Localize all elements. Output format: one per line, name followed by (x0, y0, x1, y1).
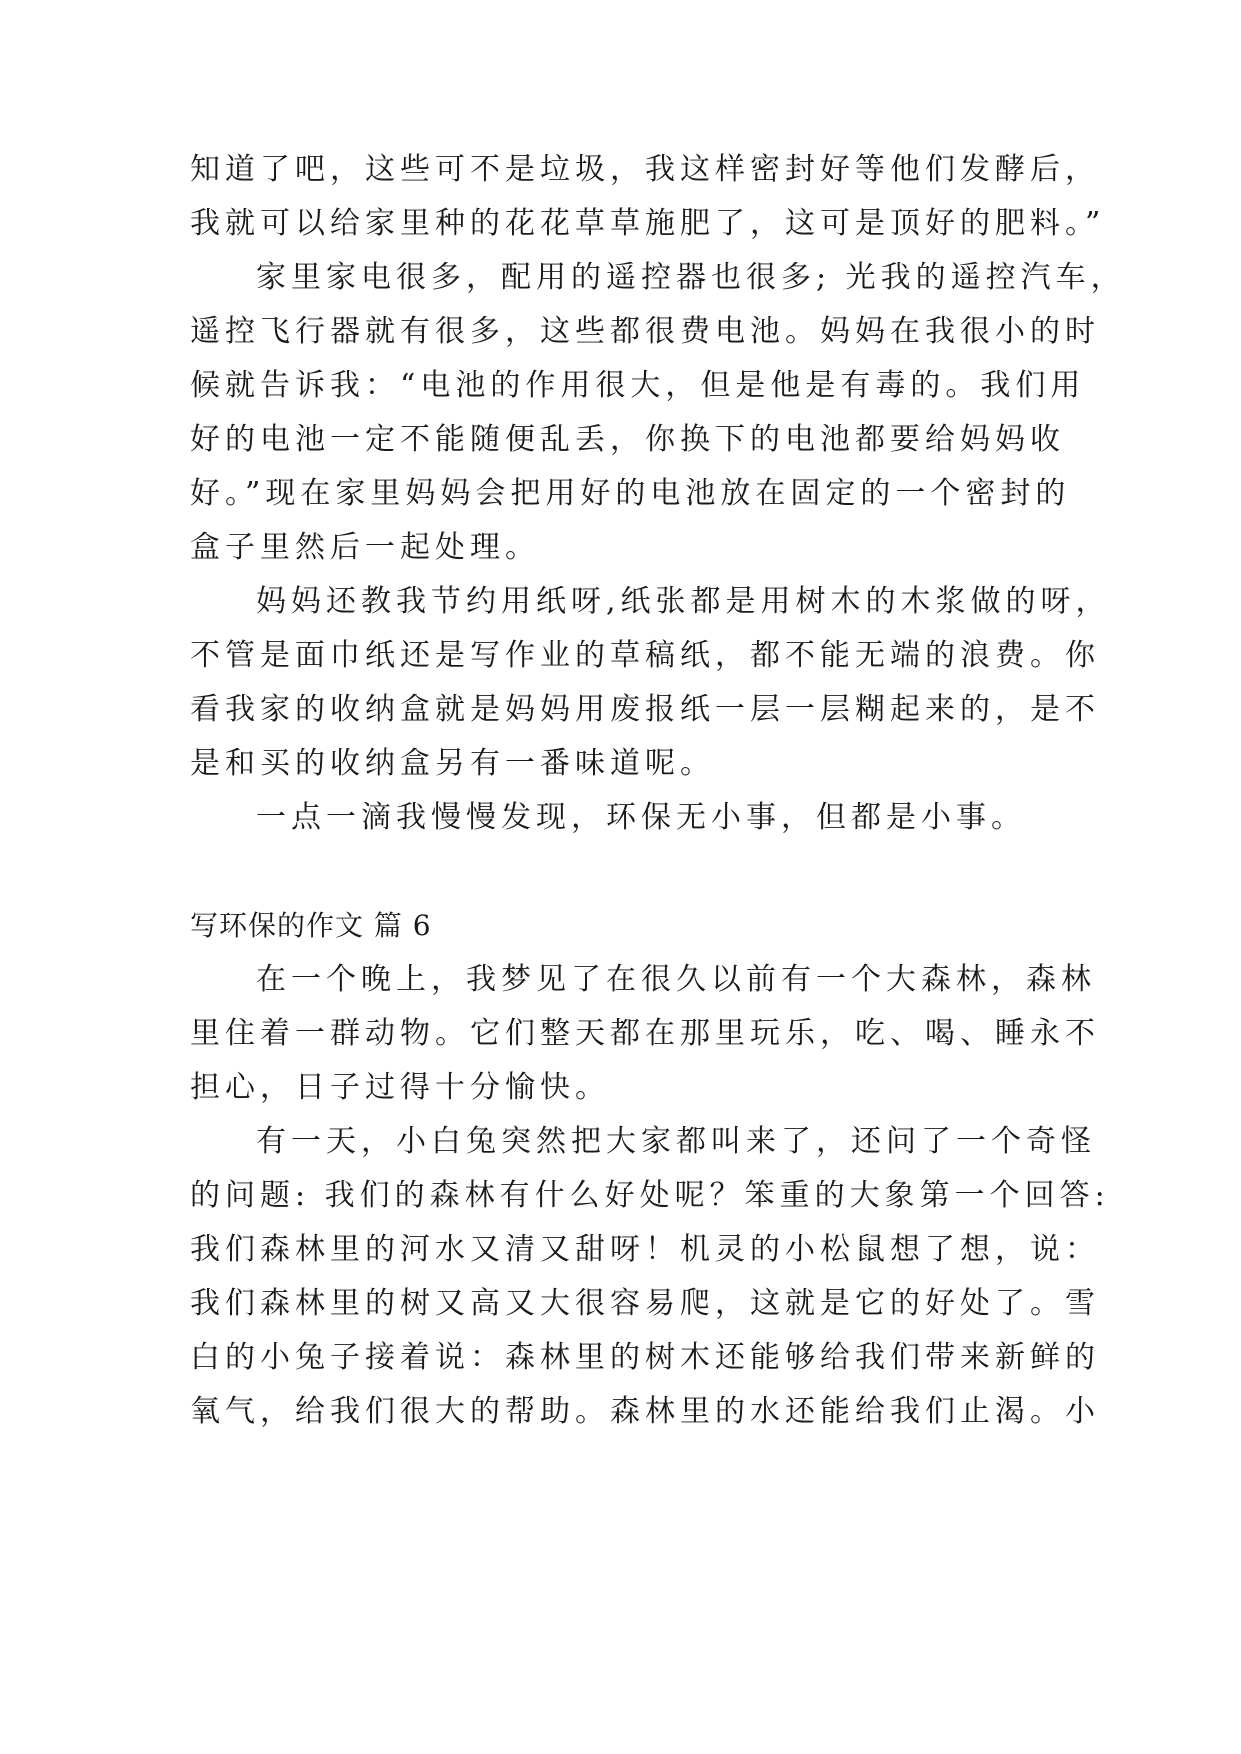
paragraph-start-line: 在一个晚上，我梦见了在很久以前有一个大森林，森林 (256, 962, 1096, 997)
paragraph-start-line: 一点一滴我慢慢发现，环保无小事，但都是小事。 (256, 800, 1026, 835)
paragraph-start-line: 有一天，小白兔突然把大家都叫来了，还问了一个奇怪 (256, 1124, 1096, 1159)
text-line: 知道了吧，这些可不是垃圾，我这样密封好等他们发酵后， (190, 152, 1100, 187)
text-line: 好的电池一定不能随便乱丢，你换下的电池都要给妈妈收 (190, 422, 1065, 457)
section-heading: 写环保的作文 篇 6 (190, 909, 432, 942)
text-line: 是和买的收纳盒另有一番味道呢。 (190, 746, 715, 781)
text-line: 候就告诉我：“电池的作用很大，但是他是有毒的。我们用 (190, 368, 1086, 403)
paragraph-start-line: 妈妈还教我节约用纸呀,纸张都是用树木的木浆做的呀， (256, 584, 1111, 619)
text-line: 我们森林里的河水又清又甜呀！机灵的小松鼠想了想，说： (190, 1232, 1100, 1267)
text-line: 里住着一群动物。它们整天都在那里玩乐，吃、喝、睡永不 (190, 1016, 1100, 1051)
text-line: 遥控飞行器就有很多，这些都很费电池。妈妈在我很小的时 (190, 314, 1100, 349)
paragraph-start-line: 家里家电很多，配用的遥控器也很多; 光我的遥控汽车， (256, 260, 1126, 295)
text-line: 不管是面巾纸还是写作业的草稿纸，都不能无端的浪费。你 (190, 638, 1100, 673)
text-line: 我们森林里的树又高又大很容易爬，这就是它的好处了。雪 (190, 1286, 1100, 1321)
text-line: 盒子里然后一起处理。 (190, 530, 540, 565)
text-line: 的问题: 我们的森林有什么好处呢？笨重的大象第一个回答: (190, 1178, 1110, 1213)
text-line: 我就可以给家里种的花花草草施肥了，这可是顶好的肥料。” (190, 206, 1106, 241)
text-line: 好。”现在家里妈妈会把用好的电池放在固定的一个密封的 (190, 476, 1071, 511)
text-line: 看我家的收纳盒就是妈妈用废报纸一层一层糊起来的，是不 (190, 692, 1100, 727)
text-line: 担心，日子过得十分愉快。 (190, 1070, 610, 1105)
text-line: 白的小兔子接着说：森林里的树木还能够给我们带来新鲜的 (190, 1340, 1100, 1375)
text-line: 氧气，给我们很大的帮助。森林里的水还能给我们止渴。小 (190, 1394, 1100, 1429)
